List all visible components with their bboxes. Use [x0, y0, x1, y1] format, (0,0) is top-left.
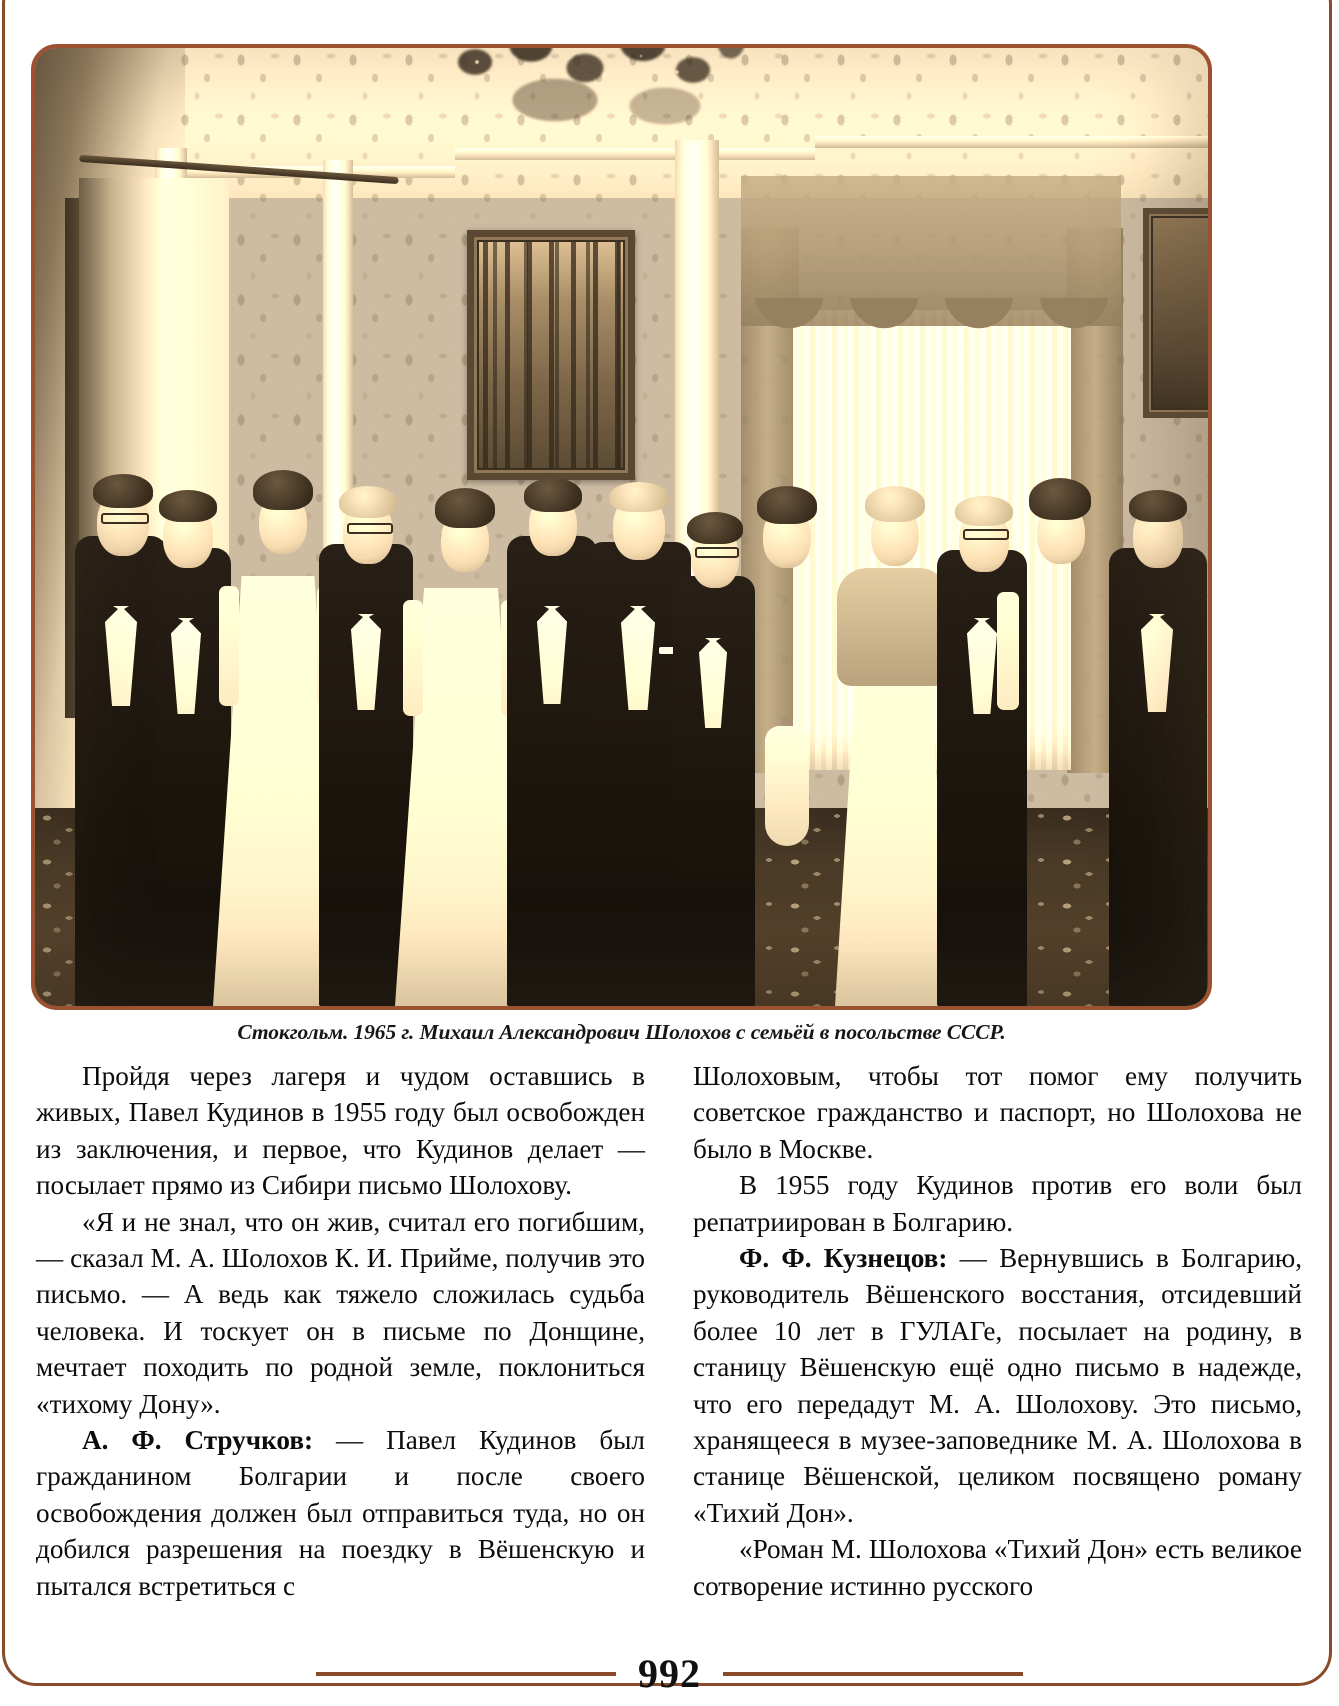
paragraph-text: — Павел Кудинов был гражданином Болгарии и после своего освобождения должен был отправиться туда, но он добился разрешения на поездку в Вёшенскую и пытался встретиться с: [36, 1425, 645, 1601]
paragraph: [36, 1422, 645, 1604]
text-column-left: [36, 1058, 645, 1628]
painting-trees: [479, 242, 623, 468]
hair: [435, 488, 495, 528]
photo-caption: Стокгольм. 1965 г. Михаил Александрович Шолохов с семьёй в посольстве СССР.: [237, 1020, 1006, 1044]
person-12-woman: [1003, 461, 1115, 1006]
hair: [1029, 478, 1091, 520]
valance-scallop: [741, 298, 1121, 350]
historical-photograph: [35, 48, 1208, 1006]
article-body: [36, 1058, 1302, 1628]
hair: [1129, 490, 1187, 522]
hair: [524, 478, 582, 512]
paragraph-text: «Я и не знал, что он жив, считал его погибшим, — сказал М. А. Шолохов К. И. Прийме, получив это письмо. — А ведь как тяжело сложилась судьба человека. И тоскует он в письме по Донщине, мечтает походить по родной земле, поклониться «тихому Дону».: [36, 1206, 645, 1419]
framed-painting-right: [1143, 208, 1208, 418]
paragraph: [693, 1167, 1302, 1240]
page-number: 992: [638, 1651, 701, 1696]
paragraph: [36, 1058, 645, 1204]
hair: [339, 486, 397, 518]
hair: [865, 486, 925, 522]
paragraph-text: Пройдя через лагеря и чудом оставшись в живых, Павел Кудинов в 1955 году был освобожден из заключения, и первое, что Кудинов делает — посылает прямо из Сибири письмо Шолохову.: [36, 1061, 645, 1201]
fur-stole: [837, 568, 949, 686]
hair: [609, 482, 669, 512]
evening-gown-dark: [1003, 581, 1115, 1006]
paragraph: [693, 1240, 1302, 1531]
fur-stole-held: [765, 726, 809, 846]
person-06-young-man: [505, 446, 597, 1006]
eyeglasses: [347, 523, 393, 534]
page-footer: [0, 1650, 1339, 1697]
footer-rule-left: [316, 1672, 616, 1676]
opera-glove-left: [997, 592, 1019, 710]
speaker-name: Ф. Ф. Кузнецов:: [739, 1243, 948, 1274]
opera-glove-left: [403, 600, 423, 716]
text-column-right: [693, 1058, 1302, 1628]
cornice-right: [815, 136, 1208, 148]
paragraph-text: — Вернувшись в Болгарию, руководитель Вёшенского восстания, отсидевший более 10 лет в ГУЛАГе, посылает на родину, в станицу Вёшенскую ещё одно письмо в надежде, что его передадут М. А. Шолохову. Это письмо, хранящееся в музее-заповеднике М. А. Шолохова в станице Вёшенской, целиком посвящено роману «Тихий Дон».: [693, 1243, 1302, 1528]
painting-canvas-right: [1153, 218, 1208, 408]
chandelier-crystals: [465, 48, 735, 118]
hair: [253, 470, 313, 510]
paragraph-text: В 1955 году Кудинов против его воли был репатриирован в Болгарию.: [693, 1170, 1302, 1237]
hair: [159, 490, 217, 522]
hair: [757, 486, 817, 524]
framed-painting-forest: [467, 230, 635, 480]
paragraph: [36, 1204, 645, 1422]
person-13-man: [1107, 461, 1207, 1006]
paragraph: [693, 1531, 1302, 1604]
painting-canvas: [479, 242, 623, 468]
paragraph: [693, 1058, 1302, 1167]
person-09-woman: [729, 466, 839, 1006]
footer-rule-right: [723, 1672, 1023, 1676]
paragraph-text: Шолоховым, чтобы тот помог ему получить советское гражданство и паспорт, но Шолохова не было в Москве.: [693, 1061, 1302, 1164]
speaker-name: А. Ф. Стручков:: [82, 1425, 314, 1456]
person-10-woman: [835, 466, 951, 1006]
opera-glove-left: [219, 586, 239, 706]
paragraph-text: «Роман М. Шолохова «Тихий Дон» есть великое сотворение истинно русского: [693, 1534, 1302, 1601]
photograph-frame: [31, 44, 1212, 1010]
